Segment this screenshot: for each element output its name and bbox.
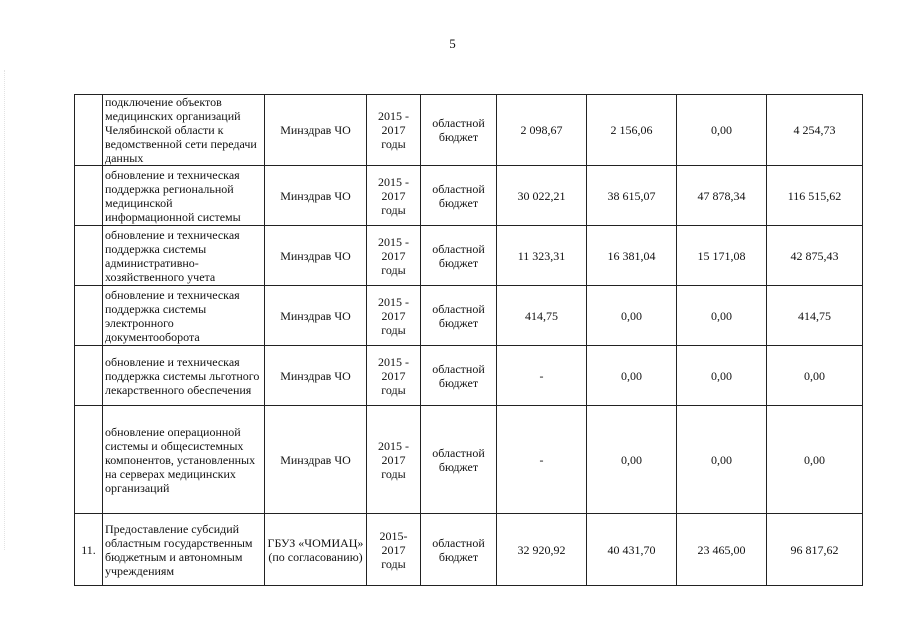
amount-2016: 2 156,06 [587,95,677,166]
responsible-org: Минздрав ЧО [265,166,367,226]
amount-2015: 11 323,31 [497,226,587,286]
amount-2015: 2 098,67 [497,95,587,166]
scan-margin-marks [4,70,15,550]
funding-source: областной бюджет [421,95,497,166]
amount-2017: 0,00 [677,95,767,166]
period: 2015 - 2017 годы [367,406,421,514]
amount-2017: 0,00 [677,286,767,346]
amount-2016: 0,00 [587,346,677,406]
amount-2016: 16 381,04 [587,226,677,286]
amount-2016: 0,00 [587,406,677,514]
period: 2015 - 2017 годы [367,95,421,166]
funding-source: областной бюджет [421,226,497,286]
responsible-org: Минздрав ЧО [265,95,367,166]
measure-name: обновление и техническая поддержка региональной медицинской информационной системы [103,166,265,226]
period: 2015 - 2017 годы [367,226,421,286]
funding-source: областной бюджет [421,514,497,586]
budget-table [74,94,863,586]
responsible-org: Минздрав ЧО [265,286,367,346]
responsible-org: ГБУЗ «ЧОМИАЦ» (по согласованию) [265,514,367,586]
table-row [75,226,863,286]
amount-2016: 40 431,70 [587,514,677,586]
amount-2015: 414,75 [497,286,587,346]
table-row [75,514,863,586]
amount-2016: 38 615,07 [587,166,677,226]
measure-name: обновление и техническая поддержка системы административно-хозяйственного учета [103,226,265,286]
amount-2016: 0,00 [587,286,677,346]
period: 2015 - 2017 годы [367,166,421,226]
row-number [75,346,103,406]
funding-source: областной бюджет [421,406,497,514]
amount-2017: 15 171,08 [677,226,767,286]
amount-total: 0,00 [767,406,863,514]
measure-name: обновление операционной системы и общесистемных компонентов, установленных на серверах медицинских организаций [103,406,265,514]
responsible-org: Минздрав ЧО [265,226,367,286]
row-number [75,226,103,286]
period: 2015- 2017 годы [367,514,421,586]
responsible-org: Минздрав ЧО [265,346,367,406]
funding-source: областной бюджет [421,166,497,226]
table-row [75,166,863,226]
row-number [75,406,103,514]
table-row [75,286,863,346]
table-row [75,95,863,166]
amount-2015: 30 022,21 [497,166,587,226]
funding-source: областной бюджет [421,346,497,406]
table-row [75,346,863,406]
amount-2017: 23 465,00 [677,514,767,586]
amount-total: 0,00 [767,346,863,406]
amount-total: 414,75 [767,286,863,346]
measure-name: обновление и техническая поддержка системы льготного лекарственного обеспечения [103,346,265,406]
row-number: 11. [75,514,103,586]
measure-name: подключение объектов медицинских организаций Челябинской области к ведомственной сети передачи данных [103,95,265,166]
amount-2015: 32 920,92 [497,514,587,586]
funding-source: областной бюджет [421,286,497,346]
row-number [75,286,103,346]
row-number [75,95,103,166]
amount-2015: - [497,406,587,514]
period: 2015 - 2017 годы [367,286,421,346]
amount-2017: 0,00 [677,346,767,406]
measure-name: Предоставление субсидий областным государственным бюджетным и автономным учреждениям [103,514,265,586]
amount-total: 42 875,43 [767,226,863,286]
page-number: 5 [449,36,456,51]
measure-name: обновление и техническая поддержка системы электронного документооборота [103,286,265,346]
amount-2017: 0,00 [677,406,767,514]
amount-total: 116 515,62 [767,166,863,226]
amount-2017: 47 878,34 [677,166,767,226]
amount-2015: - [497,346,587,406]
responsible-org: Минздрав ЧО [265,406,367,514]
amount-total: 96 817,62 [767,514,863,586]
amount-total: 4 254,73 [767,95,863,166]
row-number [75,166,103,226]
period: 2015 - 2017 годы [367,346,421,406]
table-row [75,406,863,514]
